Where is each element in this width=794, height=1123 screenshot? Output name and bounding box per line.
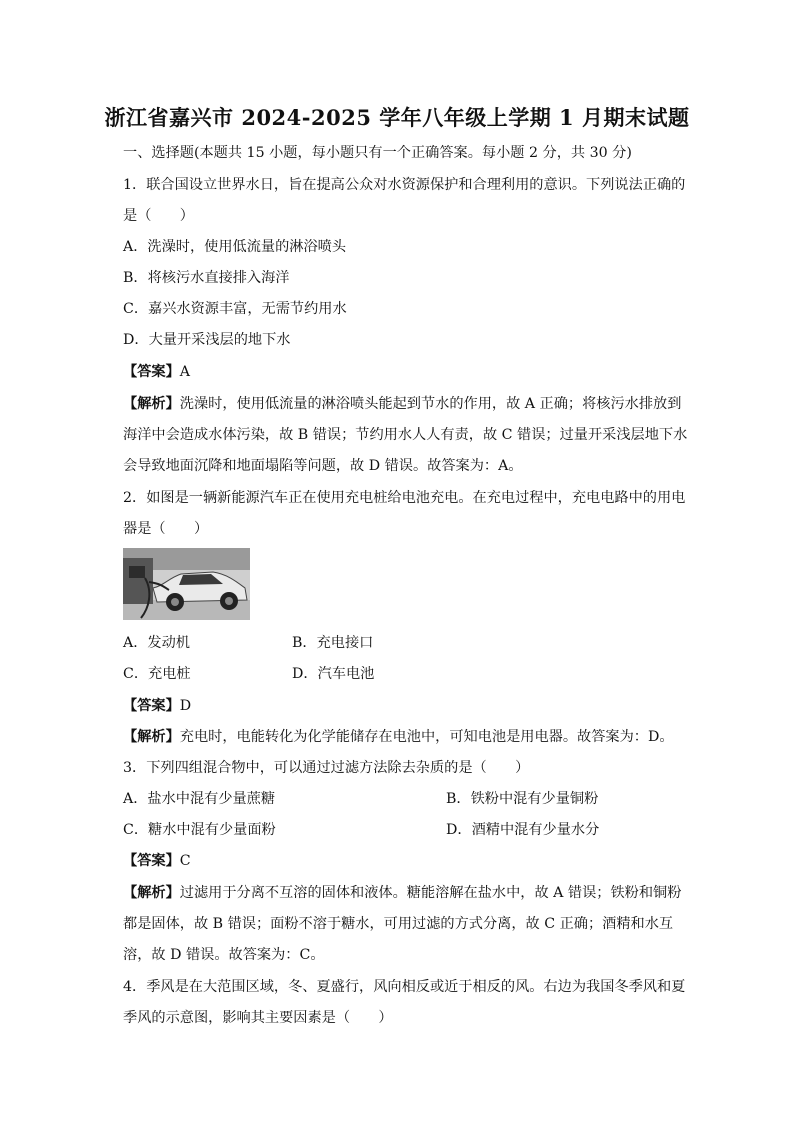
q1-analysis-line-1	[123, 394, 681, 414]
ev-charging-photo	[123, 548, 250, 620]
q3-option-a: A．盐水中混有少量蔗糖	[123, 791, 276, 807]
q2-stem-line-2: 器是（ ）	[123, 521, 209, 537]
q1-stem-line-2: 是（ ）	[123, 208, 194, 224]
q2-analysis-line-1	[123, 727, 674, 747]
q1-option-c: C．嘉兴水资源丰富，无需节约用水	[123, 301, 347, 317]
answer-tag: 【答案】	[123, 853, 180, 869]
q4-stem-line-2: 季风的示意图，影响其主要因素是（ ）	[123, 1010, 393, 1026]
q3-answer	[123, 851, 191, 871]
q1-answer	[123, 362, 190, 382]
q2-option-a: A．发动机	[123, 635, 190, 651]
q3-analysis-line-1	[123, 883, 681, 903]
q2-stem-line-1: 2．如图是一辆新能源汽车正在使用充电桩给电池充电。在充电过程中，充电电路中的用电	[123, 490, 686, 506]
analysis-tag: 【解析】	[123, 396, 180, 412]
q3-answer-value: C	[179, 853, 191, 869]
q2-analysis-text-1: 充电时，电能转化为化学能储存在电池中，可知电池是用电器。故答案为：D。	[179, 729, 674, 745]
section-heading: 一、选择题(本题共 15 小题，每小题只有一个正确答案。每小题 2 分，共 30 分)	[123, 145, 632, 161]
q3-analysis-line-2: 都是固体，故 B 错误；面粉不溶于糖水，可用过滤的方式分离，故 C 正确；酒精和水互	[123, 916, 674, 932]
q1-option-a: A．洗澡时，使用低流量的淋浴喷头	[123, 239, 347, 255]
q3-analysis-line-3: 溶，故 D 错误。故答案为：C。	[123, 947, 325, 963]
q2-answer	[123, 696, 191, 716]
q2-option-b: B．充电接口	[292, 635, 374, 651]
answer-tag: 【答案】	[123, 698, 180, 714]
q3-option-b: B．铁粉中混有少量铜粉	[446, 791, 599, 807]
analysis-tag: 【解析】	[123, 729, 180, 745]
q1-answer-value: A	[179, 364, 191, 380]
q2-option-d: D．汽车电池	[292, 666, 375, 682]
q1-stem-line-1: 1．联合国设立世界水日，旨在提高公众对水资源保护和合理利用的意识。下列说法正确的	[123, 177, 686, 193]
q3-stem-line-1: 3．下列四组混合物中，可以通过过滤方法除去杂质的是（ ）	[123, 760, 530, 776]
q1-analysis-line-3: 会导致地面沉降和地面塌陷等问题，故 D 错误。故答案为：A。	[123, 458, 523, 474]
q1-analysis-line-2: 海洋中会造成水体污染，故 B 错误；节约用水人人有责，故 C 错误；过量开采浅层地下水	[123, 427, 688, 443]
q2-option-c: C．充电桩	[123, 666, 191, 682]
q1-option-d: D．大量开采浅层的地下水	[123, 332, 291, 348]
analysis-tag: 【解析】	[123, 885, 180, 901]
q2-answer-value: D	[179, 698, 192, 714]
page-title: 浙江省嘉兴市 2024-2025 学年八年级上学期 1 月期末试题	[104, 105, 690, 130]
q1-analysis-text-1: 洗澡时，使用低流量的淋浴喷头能起到节水的作用，故 A 正确；将核污水排放到	[179, 396, 682, 412]
q3-analysis-text-1: 过滤用于分离不互溶的固体和液体。糖能溶解在盐水中，故 A 错误；铁粉和铜粉	[179, 885, 682, 901]
answer-tag: 【答案】	[123, 364, 180, 380]
q3-option-c: C．糖水中混有少量面粉	[123, 822, 276, 838]
q3-option-d: D．酒精中混有少量水分	[446, 822, 600, 838]
q4-stem-line-1: 4．季风是在大范围区域，冬、夏盛行，风向相反或近于相反的风。右边为我国冬季风和夏	[123, 979, 686, 995]
q1-option-b: B．将核污水直接排入海洋	[123, 270, 290, 286]
